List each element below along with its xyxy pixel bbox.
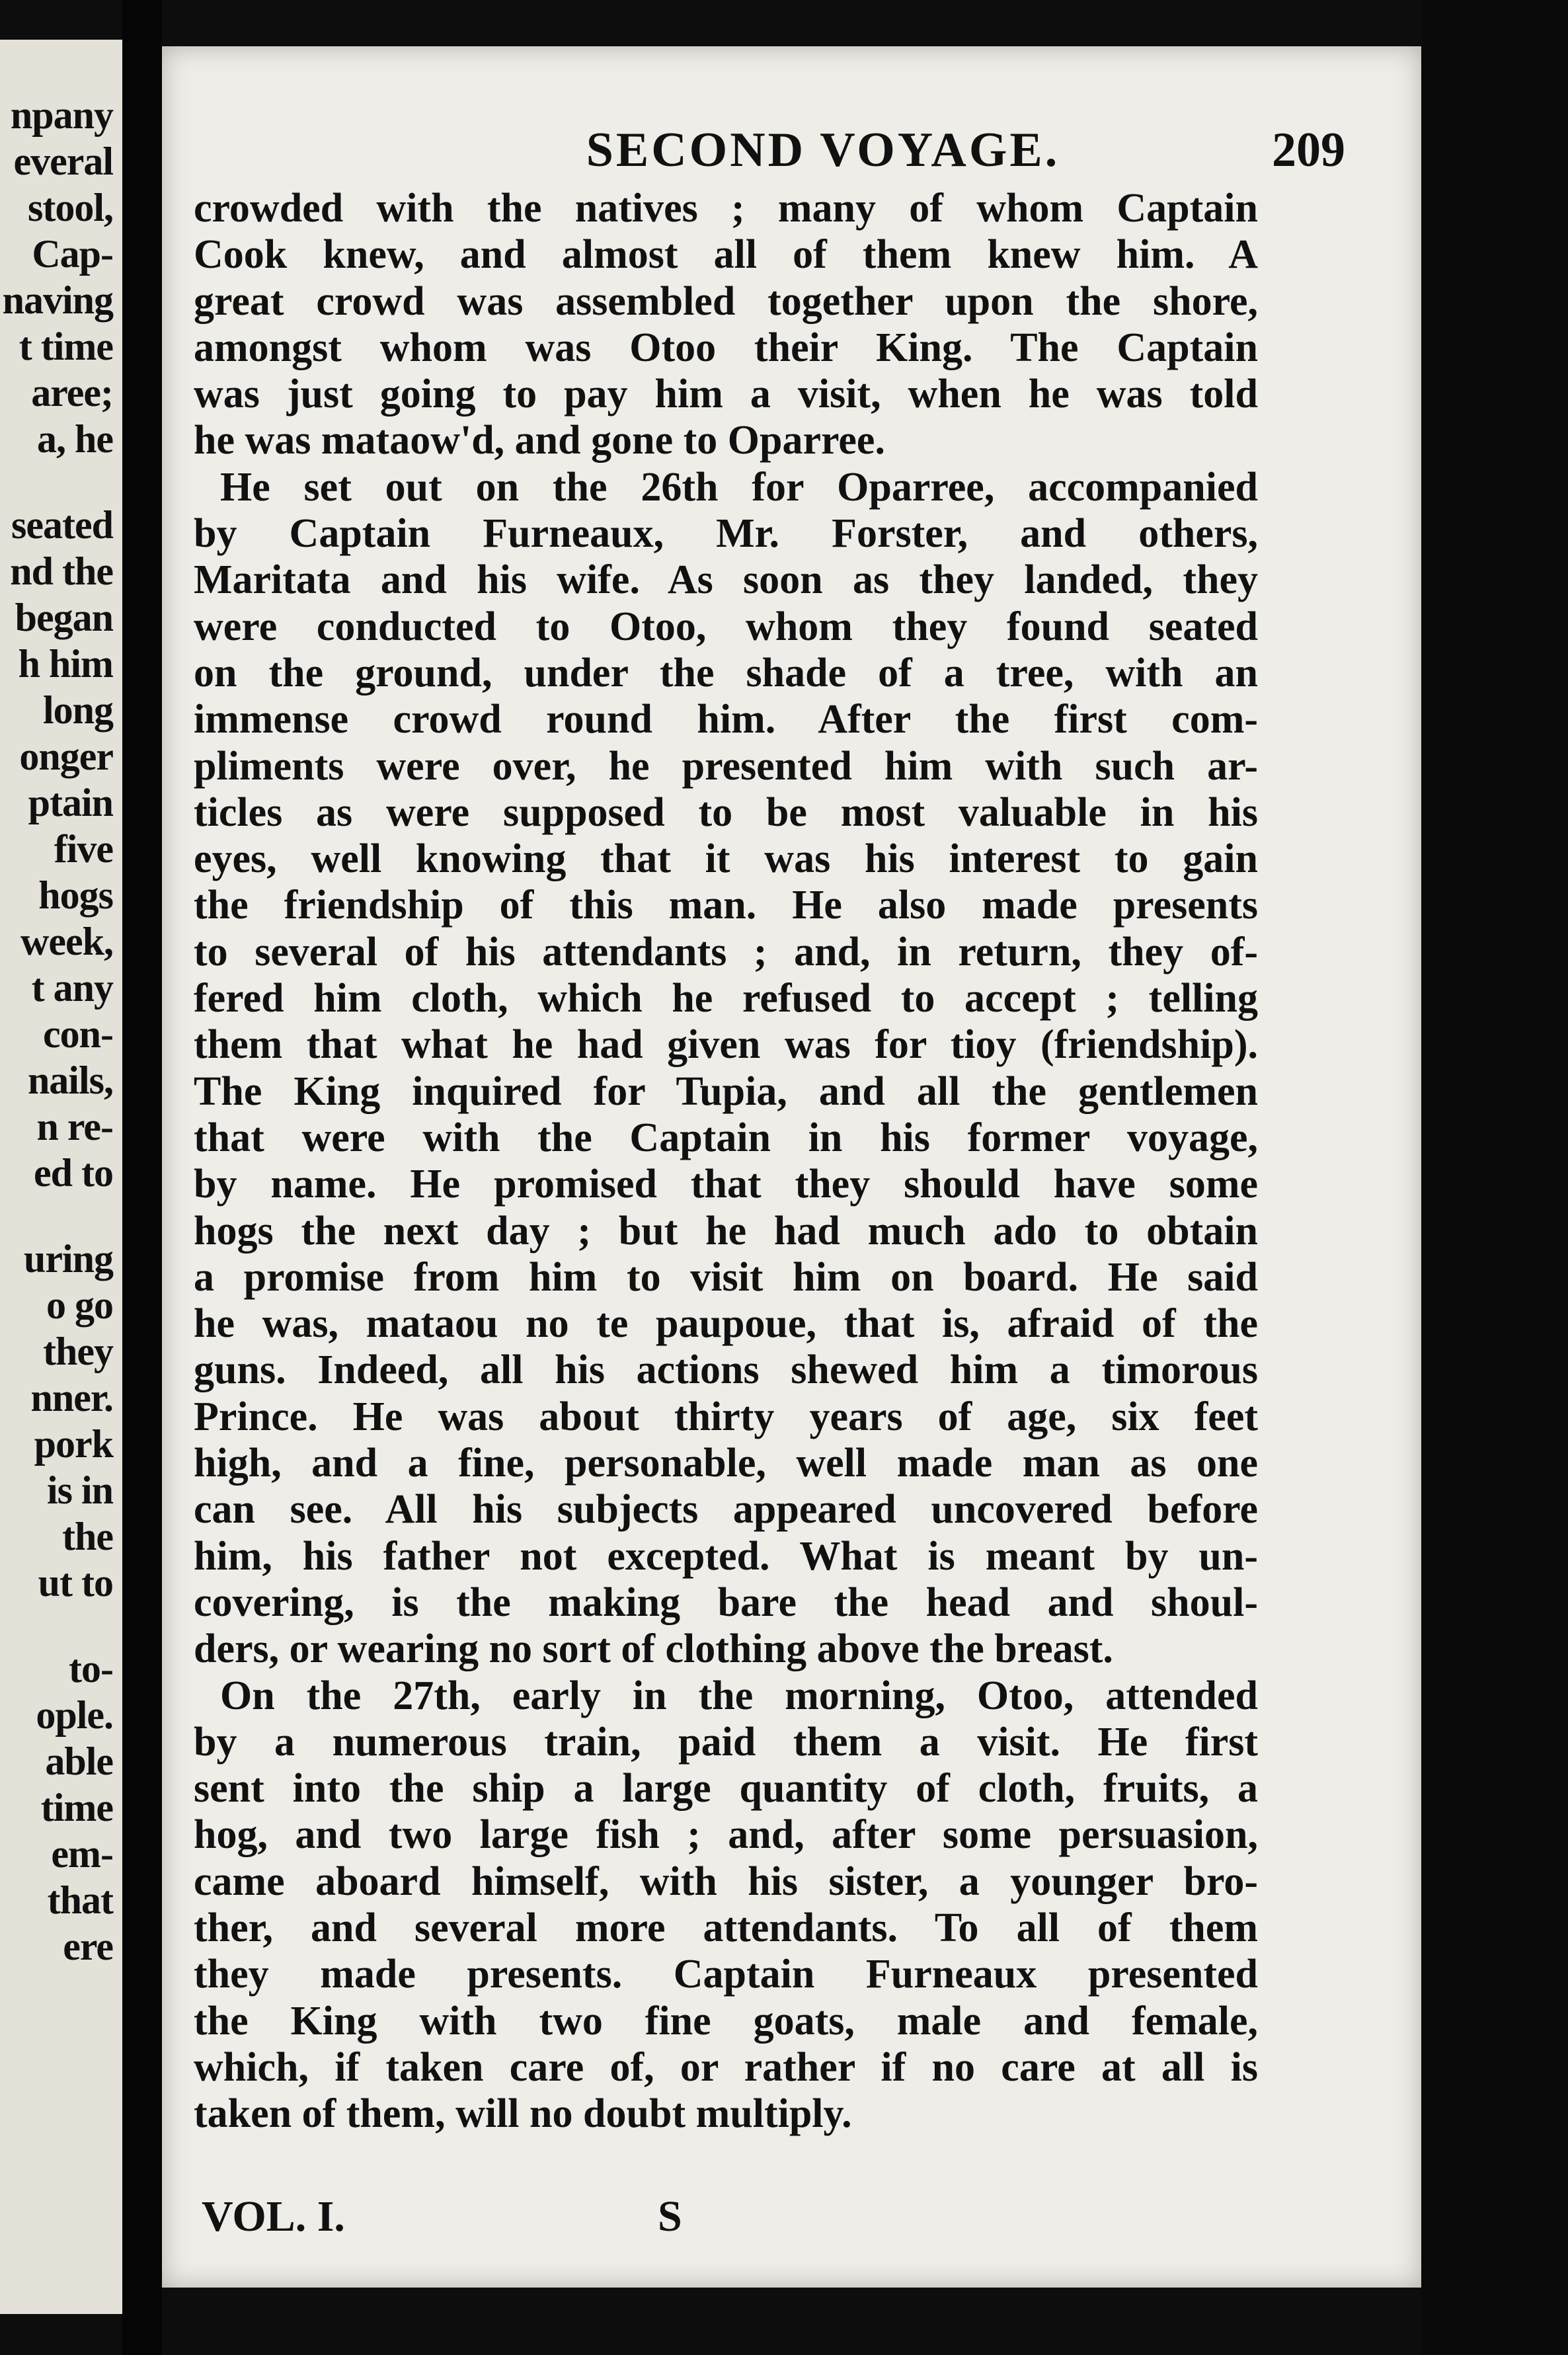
text-line: covering, is the making bare the head and shoul- (194, 1579, 1258, 1625)
volume-signature: VOL. I. (202, 2192, 345, 2241)
fragment-line: able (45, 1739, 113, 1783)
fragment-line: time (40, 1786, 113, 1829)
text-line: the friendship of this man. He also made presents (194, 883, 1258, 928)
fragment-line: week, (20, 920, 113, 963)
fragment-line: ere (63, 1925, 113, 1968)
fragment-line: stool, (28, 186, 113, 229)
text-line: which, if taken care of, or rather if no care at all is (194, 2044, 1258, 2090)
body-text (194, 185, 1258, 2137)
fragment-line: t time (19, 325, 113, 368)
fragment-line: to- (69, 1647, 113, 1691)
text-line: can see. All his subjects appeared uncovered before (194, 1487, 1258, 1533)
text-line: the King with two fine goats, male and female, (194, 1998, 1258, 2044)
facing-page-fragment (0, 40, 122, 2314)
book-page (162, 46, 1421, 2288)
fragment-line: t any (31, 966, 113, 1010)
text-line: crowded with the natives ; many of whom Captain (194, 186, 1258, 231)
fragment-line: em- (51, 1832, 113, 1876)
fragment-line: uring (23, 1237, 113, 1281)
fragment-line: ed to (34, 1151, 113, 1195)
text-line: Prince. He was about thirty years of age, six feet (194, 1394, 1258, 1439)
text-line: pliments were over, he presented him with such ar- (194, 743, 1258, 789)
fragment-line: ptain (28, 781, 113, 824)
fragment-line: long (42, 688, 113, 732)
fragment-line: the (62, 1515, 113, 1558)
text-line: him, his father not excepted. What is meant by un- (194, 1533, 1258, 1579)
fragment-line: Cap- (32, 232, 113, 276)
text-line: On the 27th, early in the morning, Otoo, attended (220, 1673, 1258, 1718)
fragment-line: a, he (37, 417, 113, 461)
fragment-line: hogs (38, 873, 113, 917)
text-line: was just going to pay him a visit, when he was told (194, 372, 1258, 417)
text-line: eyes, well knowing that it was his interest to gain (194, 836, 1258, 882)
text-line: a promise from him to visit him on board. He said (194, 1254, 1258, 1300)
text-line: he was, mataou no te paupoue, that is, afraid of the (194, 1301, 1258, 1347)
fragment-line: con- (43, 1012, 113, 1056)
fragment-line: seated (11, 503, 113, 547)
scan-border (1421, 0, 1568, 2355)
text-line: ther, and several more attendants. To all of them (194, 1905, 1258, 1950)
text-line: by Captain Furneaux, Mr. Forster, and others, (194, 511, 1258, 557)
fragment-line: they (43, 1330, 113, 1373)
fragment-line: pork (34, 1422, 113, 1466)
text-line: guns. Indeed, all his actions shewed him a timorous (194, 1347, 1258, 1393)
text-line: amongst whom was Otoo their King. The Captain (194, 325, 1258, 370)
fragment-line: n re- (36, 1105, 113, 1148)
text-line: ders, or wearing no sort of clothing above the breast. (194, 1626, 1113, 1672)
fragment-line: ut to (38, 1561, 113, 1605)
text-line: great crowd was assembled together upon the shore, (194, 278, 1258, 324)
text-line: came aboard himself, with his sister, a younger bro- (194, 1858, 1258, 1904)
fragment-line: that (47, 1878, 113, 1922)
gathering-signature: S (658, 2192, 682, 2241)
fragment-line: nner. (30, 1376, 113, 1419)
text-line: by a numerous train, paid them a visit. He first (194, 1719, 1258, 1765)
text-line: high, and a fine, personable, well made man as one (194, 1441, 1258, 1486)
fragment-line: began (15, 596, 113, 639)
fragment-line: onger (19, 735, 113, 778)
text-line: hogs the next day ; but he had much ado to obtain (194, 1208, 1258, 1254)
fragment-line: everal (13, 140, 113, 183)
fragment-line: nd the (10, 549, 113, 593)
text-line: that were with the Captain in his former voyage, (194, 1115, 1258, 1160)
text-line: by name. He promised that they should have some (194, 1162, 1258, 1207)
fragment-line: o go (46, 1283, 113, 1327)
fragment-line: is in (46, 1468, 113, 1512)
fragment-line: naving (2, 278, 113, 322)
text-line: The King inquired for Tupia, and all the gentlemen (194, 1068, 1258, 1114)
text-line: sent into the ship a large quantity of cloth, fruits, a (194, 1766, 1258, 1812)
text-line: on the ground, under the shade of a tree, with an (194, 650, 1258, 696)
text-line: Cook knew, and almost all of them knew him. A (194, 232, 1258, 278)
fragment-line: five (54, 827, 113, 871)
running-header: SECOND VOYAGE. (586, 123, 1060, 177)
text-line: taken of them, will no doubt multiply. (194, 2091, 852, 2137)
page-number: 209 (1272, 123, 1345, 177)
text-line: he was mataow'd, and gone to Oparree. (194, 418, 885, 463)
text-line: fered him cloth, which he refused to accept ; telling (194, 976, 1258, 1021)
text-line: ticles as were supposed to be most valuable in his (194, 789, 1258, 835)
text-line: were conducted to Otoo, whom they found seated (194, 604, 1258, 649)
fragment-line: nails, (27, 1058, 113, 1102)
fragment-line: h him (18, 642, 113, 686)
text-line: He set out on the 26th for Oparree, accompanied (220, 464, 1258, 510)
fragment-line: ople. (36, 1693, 113, 1737)
text-line: Maritata and his wife. As soon as they landed, they (194, 557, 1258, 603)
fragment-line: aree; (31, 371, 113, 415)
text-line: immense crowd round him. After the first com- (194, 697, 1258, 742)
fragment-line: npany (10, 93, 113, 137)
text-line: them that what he had given was for tioy (friendship). (194, 1022, 1258, 1068)
text-line: they made presents. Captain Furneaux presented (194, 1952, 1258, 1997)
book-gutter (122, 0, 162, 2355)
text-line: hog, and two large fish ; and, after some persuasion, (194, 1812, 1258, 1858)
text-line: to several of his attendants ; and, in return, they of- (194, 929, 1258, 975)
